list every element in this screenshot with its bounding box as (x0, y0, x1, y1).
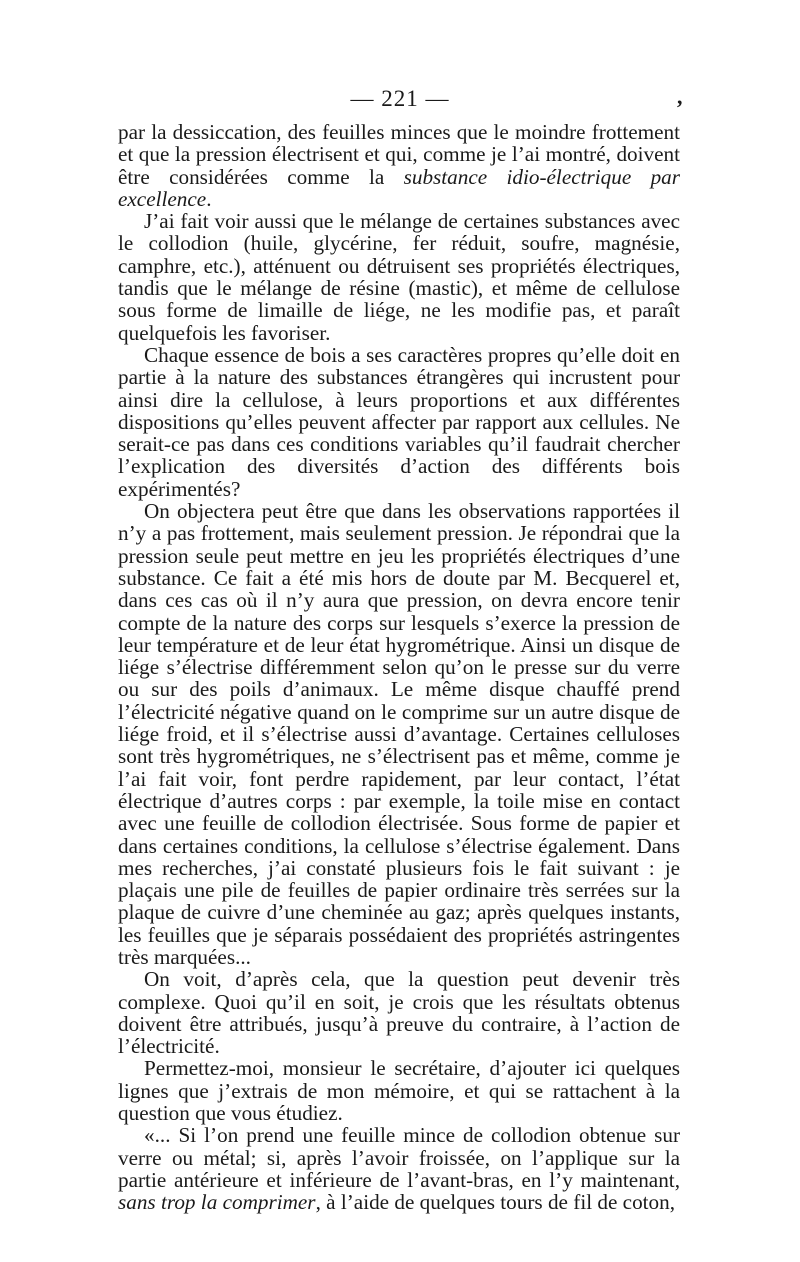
paragraph-1: par la dessiccation, des feuilles minces que le moindre frottement et que la pression électrisent et qui, comme je l’ai montré, doivent être considérées comme la substance idio-électrique par excellence. (118, 120, 681, 211)
corner-mark: ‚ (676, 84, 684, 109)
body-text (118, 121, 680, 1214)
paragraph-5: On voit, d’après cela, que la question peut devenir très complexe. Quoi qu’il en soit, je crois que les résultats obtenus doivent être attribués, jusqu’à preuve du contraire, à l’action de l’électricité. (118, 967, 680, 1059)
paragraph-2: J’ai fait voir aussi que le mélange de certaines substances avec le collodion (huile, glycérine, fer réduit, soufre, magnésie, camphre, etc.), atténuent ou détruisent ses propriétés électriques, tandis que le mélange de résine (mastic), et même de cellulose sous forme de limaille de liége, ne les modifie pas, et paraît quelquefois les favoriser. (118, 209, 680, 345)
italic-phrase: sans trop la comprimer (118, 1190, 316, 1215)
paragraph-6: Permettez-moi, monsieur le secrétaire, d’ajouter ici quelques lignes que j’extrais de mon mémoire, et qui se rattachent à la question que vous étudiez. (118, 1056, 680, 1126)
paragraph-4: On objectera peut être que dans les observations rapportées il n’y a pas frottement, mais seulement pression. Je répondrai que la pression seule peut mettre en jeu les propriétés électriques d’une substance. Ce fait a été mis hors de doute par M. Becquerel et, dans ces cas où il n’y aura que pression, on devra encore tenir compte de la nature des corps sur lesquels s’exerce la pression de leur température et de leur état hygrométrique. Ainsi un disque de liége s’électrise différemment selon qu’on le presse sur du verre ou sur des poils d’animaux. Le même disque chauffé prend l’électricité négative quand on le comprime sur un autre disque de liége froid, et il s’électrise aussi d’avantage. Certaines celluloses sont très hygrométriques, ne s’électrisent pas et même, comme je l’ai fait voir, font perdre rapidement, par leur contact, l’état électrique d’autres corps : par exemple, la toile mise en contact avec une feuille de collodion électrisée. Sous forme de papier et dans certaines conditions, la cellulose s’électrise également. Dans mes recherches, j’ai constaté plusieurs fois le fait suivant : je plaçais une pile de feuilles de papier ordinaire très serrées sur la plaque de cuivre d’une cheminée au gaz; après quelques instants, les feuilles que je séparais possédaient des propriétés astringentes très marquées... (118, 499, 680, 969)
italic-phrase: substance idio-électrique par excellence (118, 164, 681, 211)
paragraph-7: «... Si l’on prend une feuille mince de collodion obtenue sur verre ou métal; si, après l’avoir froissée, on l’applique sur la partie antérieure et inférieure de l’avant-bras, en l’y maintenant, sans trop la comprimer, à l’aide de quelques tours de fil de coton, (118, 1123, 680, 1215)
page-number: — 221 — (350, 86, 450, 111)
paragraph-3: Chaque essence de bois a ses caractères propres qu’elle doit en partie à la nature des substances étrangères qui incrustent pour ainsi dire la cellulose, à leurs proportions et aux différentes dispositions qu’elles peuvent affecter par rapport aux cellules. Ne serait-ce pas dans ces conditions variables qu’il faudrait chercher l’explication des diversités d’action des différents bois expérimentés? (118, 342, 680, 501)
